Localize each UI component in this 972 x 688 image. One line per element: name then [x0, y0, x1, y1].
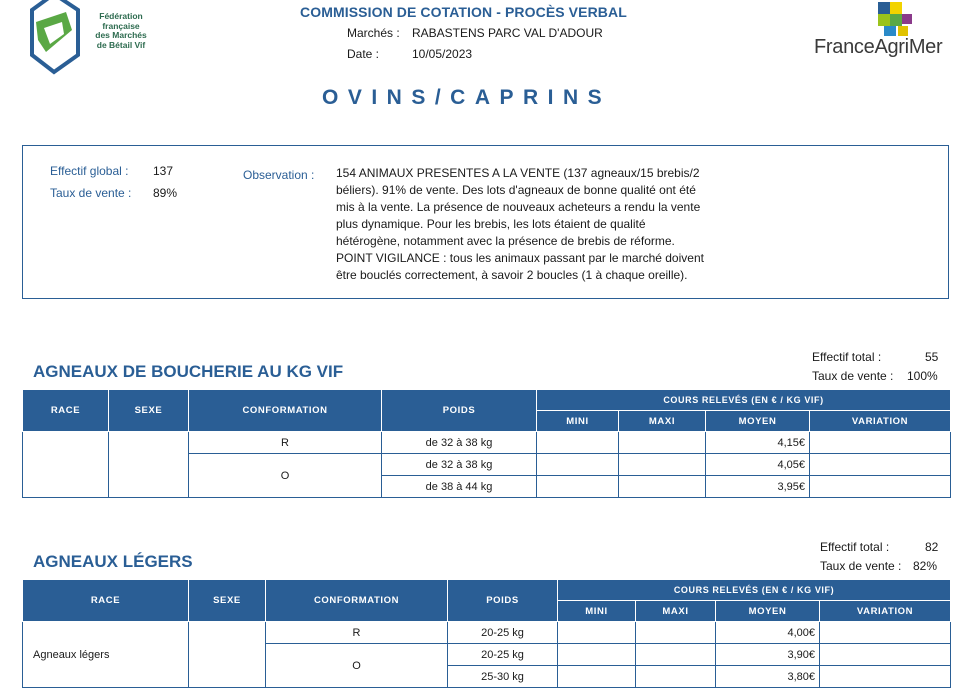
section2-taux-label: Taux de vente : [820, 559, 902, 573]
observation-label: Observation : [243, 168, 315, 182]
franceagrimer-logo [812, 0, 962, 68]
observation-line: être bouclés correctement, à savoir 2 boucles (1 à chaque oreille). [336, 268, 688, 282]
header-maxi: MAXI [636, 601, 716, 622]
header-cours: COURS RELEVÉS (EN € / KG VIF) [558, 580, 951, 601]
header-variation: VARIATION [820, 601, 951, 622]
observation-line: hétérogène, notamment avec la présence de brebis de réforme. [336, 234, 675, 248]
cell-race: Agneaux légers [23, 622, 189, 688]
cell-mini [558, 644, 636, 666]
effectif-global-label: Effectif global : [50, 164, 129, 178]
observation-line: mis à la vente. La présence de nouveaux acheteurs a rendu la vente [336, 200, 701, 214]
taux-vente-value: 89% [153, 186, 178, 200]
date-label: Date : [347, 47, 380, 61]
cell-variation [810, 476, 951, 498]
cell-maxi [619, 432, 706, 454]
cell-moyen: 3,95€ [706, 476, 810, 498]
cell-variation [810, 454, 951, 476]
cell-poids: de 32 à 38 kg [382, 432, 537, 454]
observation-line: 154 ANIMAUX PRESENTES A LA VENTE (137 agneaux/15 brebis/2 [336, 166, 700, 180]
header-maxi: MAXI [619, 411, 706, 432]
franceagrimer-squares-icon [812, 0, 962, 40]
cell-poids: 20-25 kg [448, 644, 558, 666]
cell-mini [537, 432, 619, 454]
section1-effectif-value: 55 [925, 350, 939, 364]
section-title-legers: AGNEAUX LÉGERS [33, 552, 193, 571]
header-poids: POIDS [448, 580, 558, 622]
ffmbv-logo-text: Fédération française des Marchés de Bétail Vif [95, 11, 147, 50]
header-race: RACE [23, 390, 109, 432]
document-title: COMMISSION DE COTATION - PROCÈS VERBAL [300, 4, 627, 20]
header-poids: POIDS [382, 390, 537, 432]
header-conformation: CONFORMATION [266, 580, 448, 622]
header-mini: MINI [537, 411, 619, 432]
cell-variation [820, 622, 951, 644]
header-conformation: CONFORMATION [189, 390, 382, 432]
cell-mini [558, 666, 636, 688]
table-boucherie [22, 389, 951, 498]
observation-line: POINT VIGILANCE : tous les animaux passant par le marché doivent [336, 251, 704, 265]
header-moyen: MOYEN [706, 411, 810, 432]
header-race: RACE [23, 580, 189, 622]
section1-effectif-label: Effectif total : [812, 350, 882, 364]
section1-taux-value: 100% [907, 369, 938, 383]
header-variation: VARIATION [810, 411, 951, 432]
cell-variation [820, 666, 951, 688]
cell-conformation: O [266, 644, 448, 688]
cell-maxi [636, 666, 716, 688]
market-label: Marchés : [347, 26, 400, 40]
cell-mini [558, 622, 636, 644]
cell-poids: de 38 à 44 kg [382, 476, 537, 498]
header-cours: COURS RELEVÉS (EN € / KG VIF) [537, 390, 951, 411]
cell-mini [537, 454, 619, 476]
cell-poids: 25-30 kg [448, 666, 558, 688]
cell-poids: de 32 à 38 kg [382, 454, 537, 476]
cell-poids: 20-25 kg [448, 622, 558, 644]
cell-variation [820, 644, 951, 666]
section-title-boucherie: AGNEAUX DE BOUCHERIE AU KG VIF [33, 362, 344, 381]
cell-moyen: 4,15€ [706, 432, 810, 454]
effectif-global-value: 137 [153, 164, 174, 178]
section2-taux-value: 82% [913, 559, 938, 573]
cell-mini [537, 476, 619, 498]
section2-effectif-label: Effectif total : [820, 540, 890, 554]
cell-maxi [636, 622, 716, 644]
section1-taux-label: Taux de vente : [812, 369, 894, 383]
cell-race [23, 432, 109, 498]
observation-line: plus dynamique. Pour les brebis, les lots étaient de qualité [336, 217, 646, 231]
ffmbv-logo [24, 0, 147, 78]
cell-moyen: 4,05€ [706, 454, 810, 476]
cell-conformation: R [189, 432, 382, 454]
cell-sexe [189, 622, 266, 688]
cell-maxi [619, 476, 706, 498]
cell-variation [810, 432, 951, 454]
cell-maxi [636, 644, 716, 666]
franceagrimer-logo-text: FranceAgriMer [814, 36, 943, 58]
date-value: 10/05/2023 [412, 47, 473, 61]
observation-line: béliers). 91% de vente. Des lots d'agneaux de bonne qualité ont été [336, 183, 696, 197]
header-mini: MINI [558, 601, 636, 622]
table-row [23, 432, 951, 454]
observation-text [336, 165, 736, 284]
table-row [23, 622, 951, 644]
cell-moyen: 3,80€ [716, 666, 820, 688]
market-value: RABASTENS PARC VAL D'ADOUR [412, 26, 603, 40]
cell-maxi [619, 454, 706, 476]
section2-effectif-value: 82 [925, 540, 939, 554]
species-title: OVINS/CAPRINS [322, 86, 612, 109]
cell-conformation: R [266, 622, 448, 644]
table-legers [22, 579, 951, 688]
cell-conformation: O [189, 454, 382, 498]
header-sexe: SEXE [189, 580, 266, 622]
cell-moyen: 4,00€ [716, 622, 820, 644]
header-moyen: MOYEN [716, 601, 820, 622]
cell-moyen: 3,90€ [716, 644, 820, 666]
header-sexe: SEXE [109, 390, 189, 432]
cell-sexe [109, 432, 189, 498]
taux-vente-label: Taux de vente : [50, 186, 132, 200]
